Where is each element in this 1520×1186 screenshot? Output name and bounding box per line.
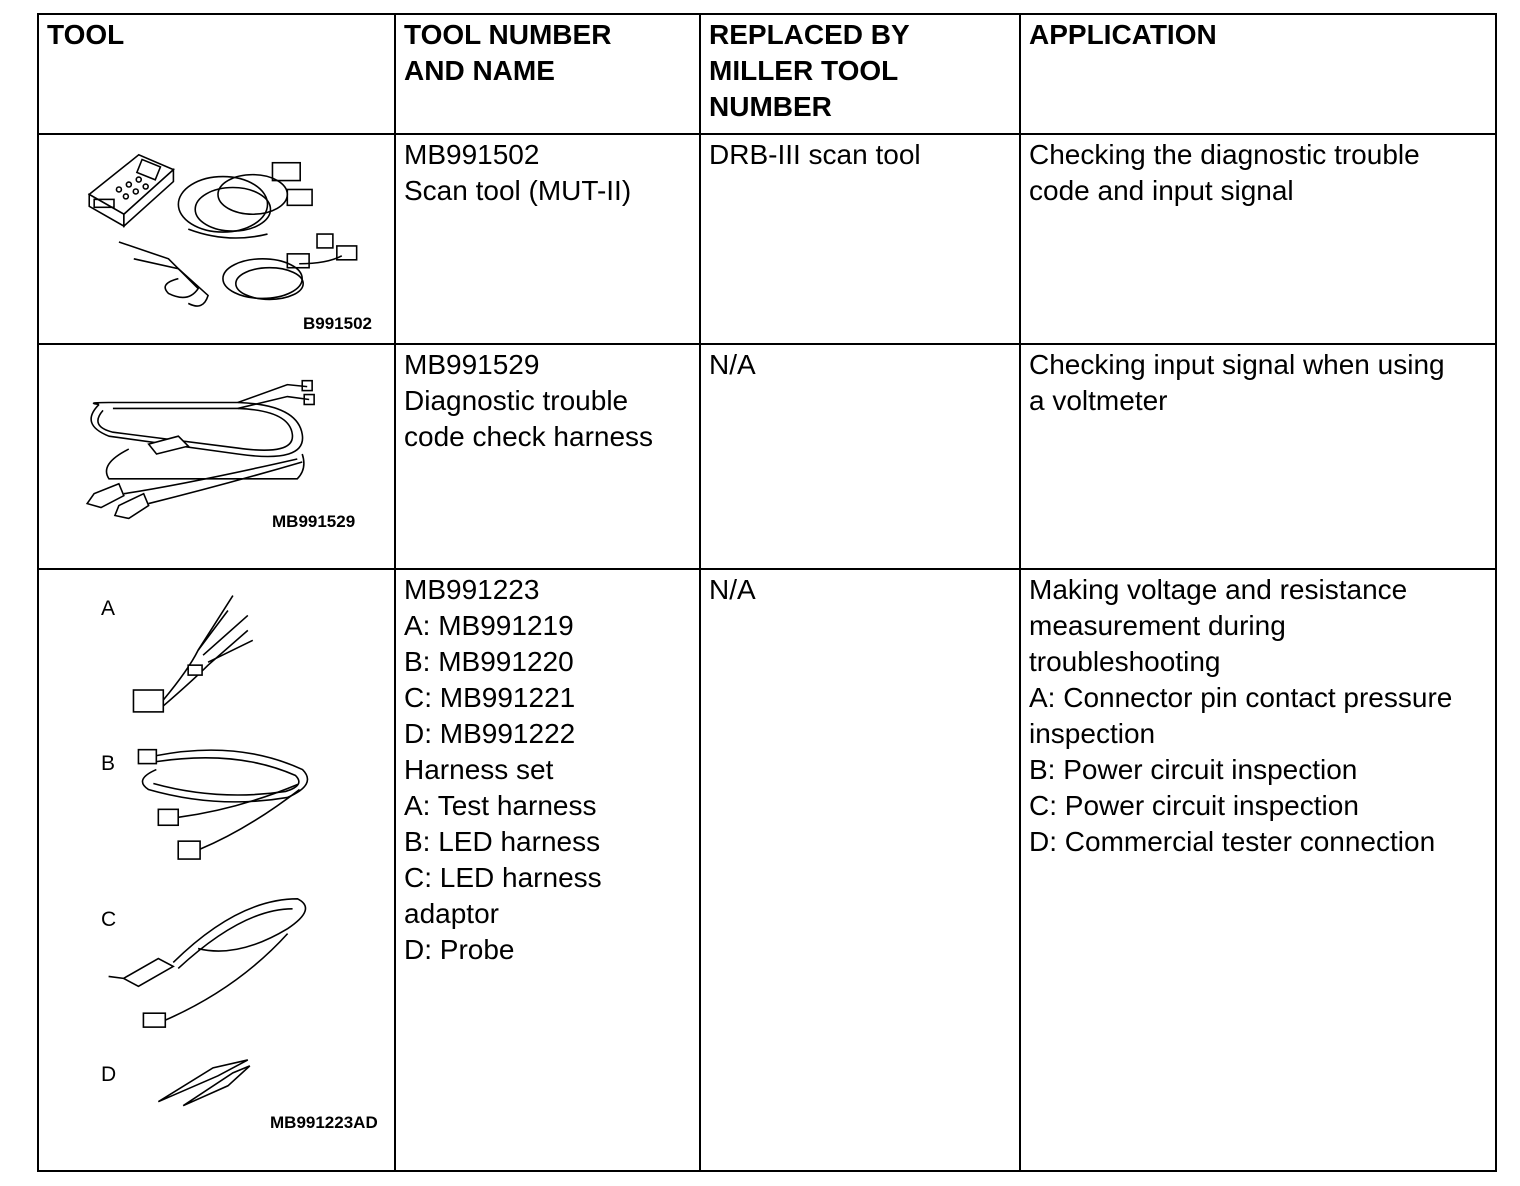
item-letter-a: A bbox=[101, 597, 116, 620]
tool-number-name-cell: MB991529 Diagnostic trouble code check harness bbox=[395, 344, 700, 569]
item-letter-d: D bbox=[101, 1063, 117, 1086]
replaced-by-cell: N/A bbox=[700, 569, 1020, 1171]
replaced-by-cell: DRB-III scan tool bbox=[700, 134, 1020, 344]
tool-number-name-cell: MB991502 Scan tool (MUT-II) bbox=[395, 134, 700, 344]
application-cell: Checking the diagnostic trouble code and input signal bbox=[1020, 134, 1496, 344]
tool-number-name-cell: MB991223 A: MB991219 B: MB991220 C: MB991221 D: MB991222 Harness set A: Test harness B: LED harness C: LED harness adaptor D: Probe bbox=[395, 569, 700, 1171]
item-letter-b: B bbox=[101, 752, 116, 775]
application-cell: Checking input signal when using a voltmeter bbox=[1020, 344, 1496, 569]
header-replaced-by: REPLACED BY MILLER TOOL NUMBER bbox=[700, 14, 1020, 134]
application-cell: Making voltage and resistance measurement during troubleshooting A: Connector pin contact pressure inspection B: Power circuit inspection C: Power circuit inspection D: Commercial tester connection bbox=[1020, 569, 1496, 1171]
tool-image-caption: MB991529 bbox=[272, 512, 356, 531]
header-tool: TOOL bbox=[38, 14, 395, 134]
header-row bbox=[38, 14, 1496, 134]
special-tools-table bbox=[37, 13, 1497, 1172]
tool-image-caption: MB991223AD bbox=[270, 1113, 378, 1132]
tool-image-cell bbox=[38, 134, 395, 344]
table-row bbox=[38, 344, 1496, 569]
header-application: APPLICATION bbox=[1020, 14, 1496, 134]
scan-tool-illustration bbox=[39, 135, 394, 343]
tool-image-caption: B991502 bbox=[303, 314, 373, 333]
tool-image-cell bbox=[38, 344, 395, 569]
replaced-by-cell: N/A bbox=[700, 344, 1020, 569]
table-row bbox=[38, 134, 1496, 344]
item-letter-c: C bbox=[101, 908, 117, 931]
harness-set-illustration bbox=[39, 570, 394, 1170]
table-row bbox=[38, 569, 1496, 1171]
tool-image-cell bbox=[38, 569, 395, 1171]
header-tool-number-name: TOOL NUMBER AND NAME bbox=[395, 14, 700, 134]
check-harness-illustration bbox=[39, 345, 394, 568]
